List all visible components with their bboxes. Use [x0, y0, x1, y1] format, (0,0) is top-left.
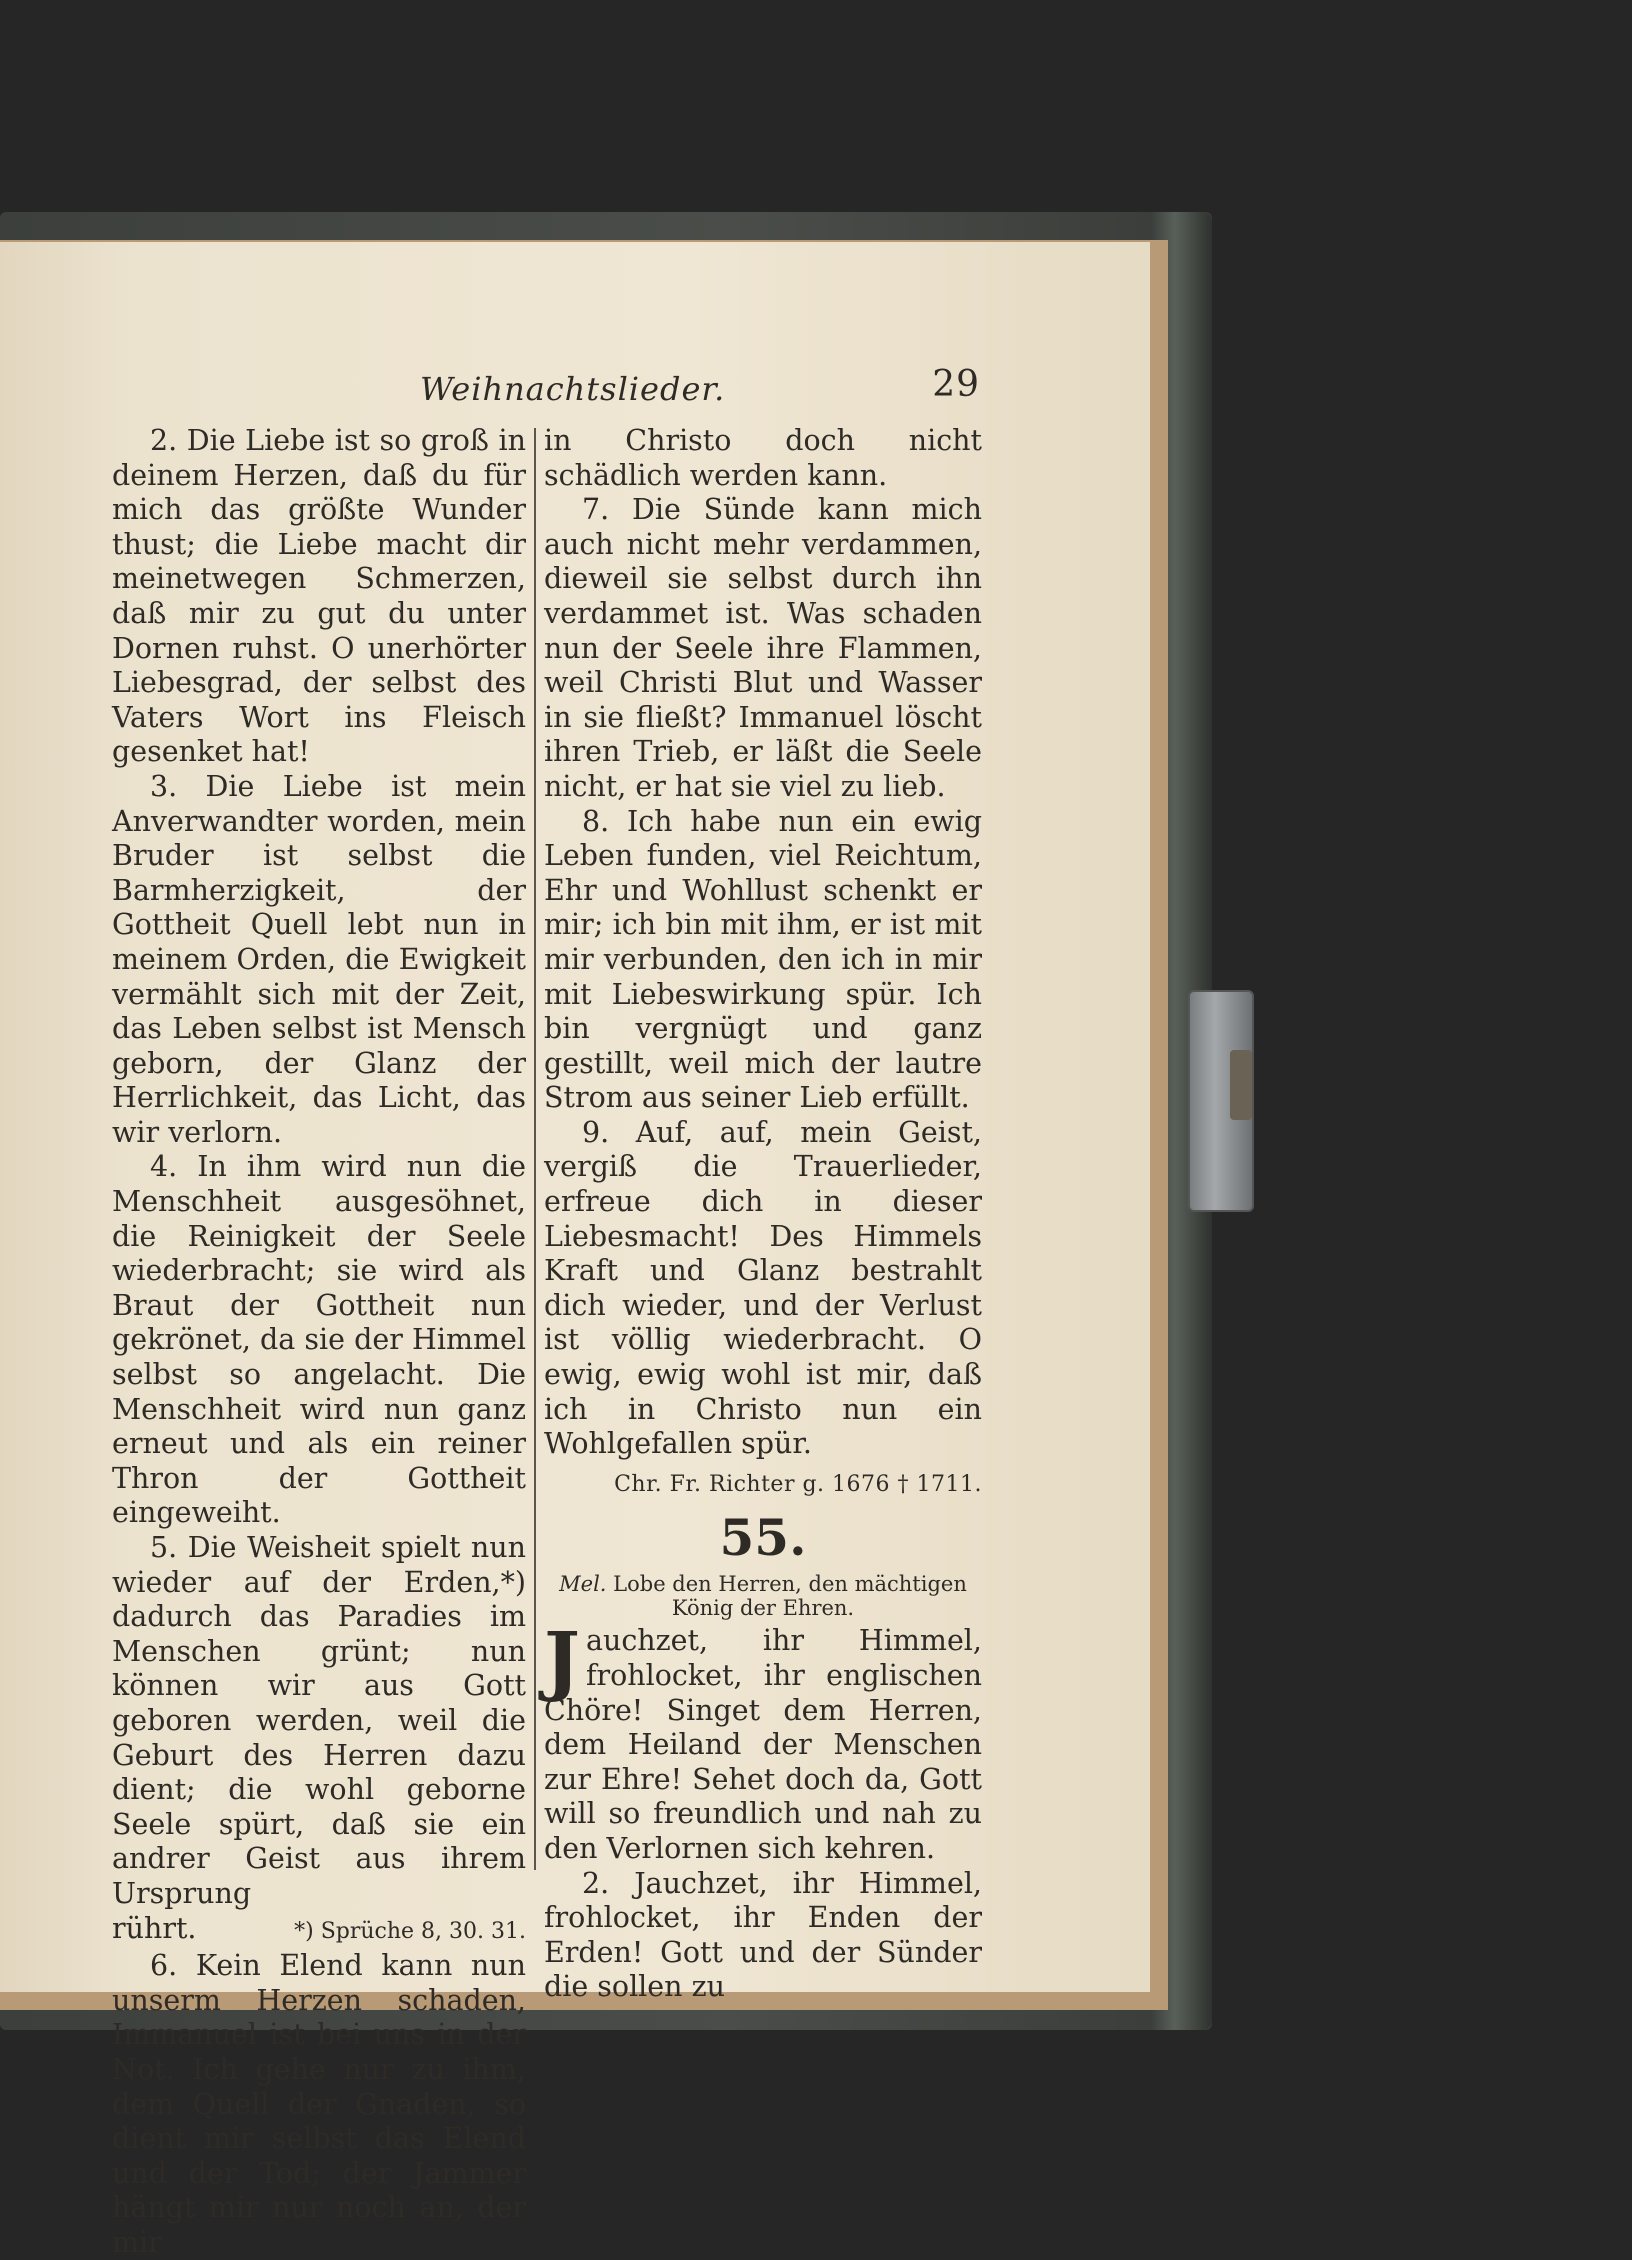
hymn-number: 55. [719, 1508, 807, 1568]
running-title: Weihnachtslieder. [420, 370, 726, 408]
verse-5-last-word: rührt. [112, 1911, 197, 1945]
page-number: 29 [932, 364, 980, 405]
verse-6: 6. Kein Elend kann nun unserm Herzen schaden, Immanuel ist bei uns in der Not. Ich gehe nur zu ihm, dem Quell der Gnaden, so dient mir selbst das Elend und der Tod; der Jammer hängt mir nur noch an, der mir [112, 1949, 526, 2259]
drop-cap: J [544, 1615, 580, 1705]
left-column [112, 424, 526, 2259]
hymn-55-verse-1 [544, 1615, 982, 1866]
clasp-hinge [1230, 1050, 1252, 1120]
right-column [544, 424, 982, 2004]
verse-8: 8. Ich habe nun ein ewig Leben funden, viel Reichtum, Ehr und Wohllust schenkt er mir; ich bin mit ihm, er ist mit mir verbunden, den ich in mir mit Liebeswirkung spür. Ich bin vergnügt und ganz gestillt, weil mich der lautre Strom aus seiner Lieb erfüllt. [544, 804, 982, 1115]
verse-9: 9. Auf, auf, mein Geist, vergiß die Trauerlieder, erfreue dich in dieser Liebesmacht! Des Himmels Kraft und Glanz bestrahlt dich wieder, und der Verlust ist völlig wiederbracht. O ewig, ewig wohl ist mir, daß ich in Christo nun ein Wohlgefallen spür. [544, 1115, 982, 1461]
hymn-55-verse-2: 2. Jauchzet, ihr Himmel, frohlocket, ihr Enden der Erden! Gott und der Sünder die sollen zu [544, 1866, 982, 2004]
verse-6-continued: in Christo doch nicht schädlich werden kann. [544, 424, 982, 492]
column-divider [534, 428, 536, 1870]
verse-3: 3. Die Liebe ist mein Anverwandter worden, mein Bruder ist selbst die Barmherzigkeit, der Gottheit Quell lebt nun in meinem Orden, die Ewigkeit vermählt sich mit der Zeit, das Leben selbst ist Mensch geborn, der Glanz der Herrlichkeit, das Licht, das wir verlorn. [112, 769, 526, 1149]
verse-4: 4. In ihm wird nun die Menschheit ausgesöhnet, die Reinigkeit der Seele wiederbracht; sie wird als Braut der Gottheit nun gekrönet, da sie der Himmel selbst so angelacht. Die Menschheit wird nun ganz erneut und als ein reiner Thron der Gottheit eingeweiht. [112, 1150, 526, 1530]
melody-line [544, 1572, 982, 1620]
verse-5: 5. Die Weisheit spielt nun wieder auf der Erden,*) dadurch das Paradies im Menschen grünt; nun können wir aus Gott geboren werden, weil die Geburt des Herren dazu dient; die wohl geborne Seele spürt, daß sie ein andrer Geist aus ihrem Ursprung [112, 1531, 526, 1910]
melody-title: Lobe den Herren, den mächtigen König der Ehren. [613, 1572, 967, 1621]
hymn-55-verse-1-text: auchzet, ihr Himmel, frohlocket, ihr englischen Chöre! Singet dem Herren, dem Heiland der Menschen zur Ehre! Sehet doch da, Gott will so freundlich und nah zu den Verlornen sich kehren. [544, 1624, 982, 1865]
footnote: *) Sprüche 8, 30. 31. [294, 1918, 526, 1944]
author-attribution: Chr. Fr. Richter g. 1676 † 1711. [614, 1471, 982, 1497]
verse-2: 2. Die Liebe ist so groß in deinem Herzen, daß du für mich das größte Wunder thust; die Liebe macht dir meinetwegen Schmerzen, daß mir zu gut du unter Dornen ruhst. O unerhörter Liebesgrad, der selbst des Vaters Wort ins Fleisch gesenket hat! [112, 424, 526, 769]
verse-7: 7. Die Sünde kann mich auch nicht mehr verdammen, dieweil sie selbst durch ihn verdammet ist. Was schaden nun der Seele ihre Flammen, weil Christi Blut und Wasser in sie fließt? Immanuel löscht ihren Trieb, er läßt die Seele nicht, er hat sie viel zu lieb. [544, 493, 982, 803]
page-header [420, 364, 980, 414]
verse-5-end-with-footnote [112, 1912, 526, 1950]
melody-label: Mel. [559, 1572, 607, 1597]
